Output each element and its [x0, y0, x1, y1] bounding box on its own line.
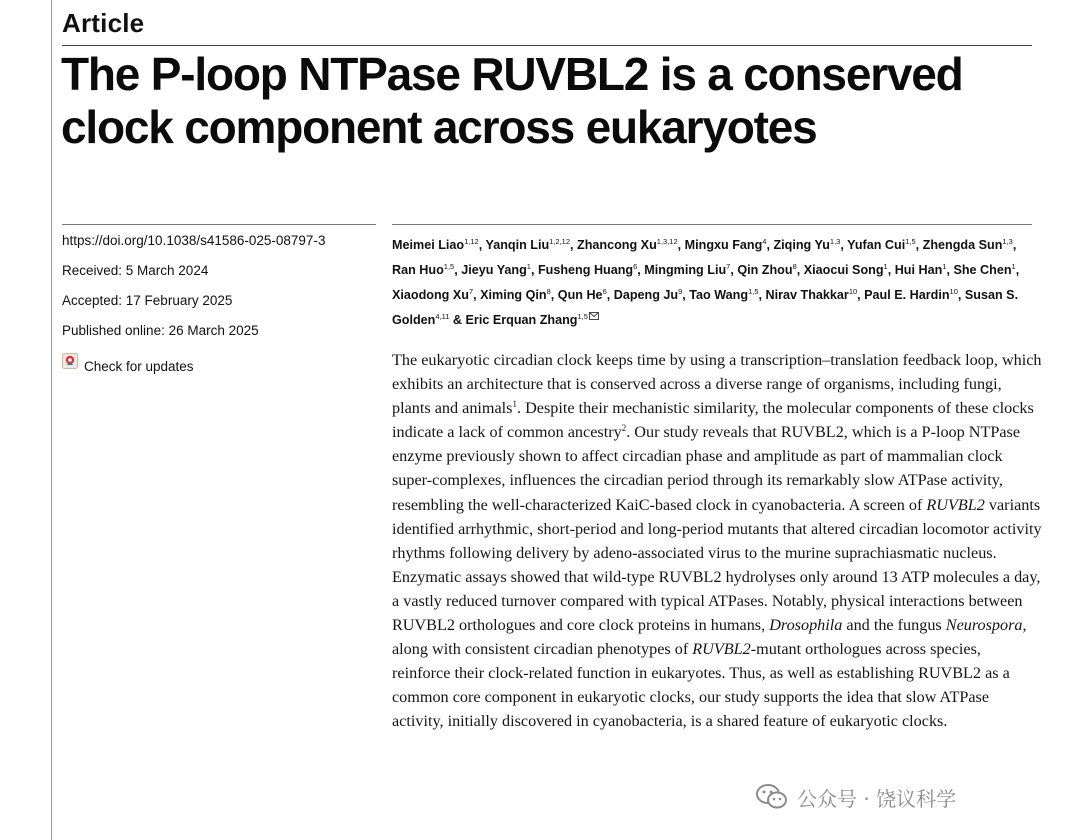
author-name[interactable]: Ximing Qin — [480, 288, 547, 302]
author-affiliation: 1,3 — [829, 237, 841, 246]
author-affiliation: 1 — [526, 262, 531, 271]
abstract — [392, 348, 1042, 734]
author-affiliation: 10 — [949, 287, 958, 296]
abstract-text: and the fungus — [842, 616, 946, 635]
author-name[interactable]: Dapeng Ju — [613, 288, 679, 302]
author-name[interactable]: Xiaodong Xu — [392, 288, 469, 302]
author-affiliation: 1,5 — [577, 312, 588, 321]
author-name[interactable]: Mingming Liu — [644, 263, 727, 277]
author-name[interactable]: Qun He — [557, 288, 603, 302]
article-title: The P-loop NTPase RUVBL2 is a conserved clock component across eukaryotes — [61, 48, 963, 153]
author-affiliation: 8 — [546, 287, 551, 296]
author-affiliation: 1 — [883, 262, 888, 271]
author-name[interactable]: Nirav Thakkar — [765, 288, 849, 302]
author-affiliation: 1,12 — [464, 237, 479, 246]
author-affiliation: 1,2,12 — [549, 237, 571, 246]
author-name[interactable]: Eric Erquan Zhang — [465, 313, 578, 327]
author-affiliation: 4 — [762, 237, 767, 246]
author-affiliation: 7 — [468, 287, 474, 296]
accepted-date: Accepted: 17 February 2025 — [62, 293, 233, 308]
abstract-text: . Our study reveals that RUVBL2, which is a P-loop NTPase enzyme previously shown to affect circadian phase and amplitude as part of mammalian clock super-complexes, influences the circadian period through its remarkably slow ATPase activity, resembling the well-characterized KaiC-based clock in cyanobacteria. A screen of — [392, 423, 1021, 514]
article-type-label: Article — [62, 8, 145, 38]
left-margin-rule — [51, 0, 52, 840]
author-name[interactable]: Zhancong Xu — [577, 238, 657, 252]
author-name[interactable]: Qin Zhou — [737, 263, 793, 277]
author-name[interactable]: Ziqing Yu — [773, 238, 830, 252]
abstract-text: variants identified arrhythmic, short-period and long-period mutants that altered circadian locomotor activity rhythms following delivery by adeno-associated virus to the murine suprachiasmatic nucleus. Enzymatic assays showed that wild-type RUVBL2 hydrolyses only around 13 ATP molecules a day, a vastly reduced turnover compared with typical ATPases. Notably, physical interactions between RUVBL2 orthologues and core clock proteins in humans, — [392, 495, 1042, 635]
abstract-text: , along with consistent circadian phenotypes of — [392, 616, 1027, 659]
author-affiliation: 6 — [633, 262, 638, 271]
author-name[interactable]: Tao Wang — [689, 288, 749, 302]
author-name[interactable]: Susan S. Golden — [392, 288, 1019, 327]
reference-marker[interactable]: 2 — [621, 423, 627, 434]
header-divider — [62, 45, 1032, 46]
author-affiliation: 10 — [848, 287, 858, 296]
author-name[interactable]: Fusheng Huang — [537, 263, 634, 277]
author-affiliation: 7 — [726, 262, 731, 271]
author-name[interactable]: Meimei Liao — [392, 238, 465, 252]
author-affiliation: 1 — [942, 262, 947, 271]
author-affiliation: 1,5 — [748, 287, 759, 296]
author-name[interactable]: Paul E. Hardin — [864, 288, 950, 302]
article-metadata — [62, 232, 382, 382]
author-list: Meimei Liao$^{1,12}$, Yanqin Liu$^{1,2,12}$, Zhancong Xu$^{1,3,12}$, Mingxu Fang$^4$, Ziqing Yu$^{1,3}$, Yufan Cui$^{1,5}$, Zhengda Sun$^{1,3}$, Ran Huo$^{1,5}$, Jieyu Yang$^1$, Fusheng Huang$^6$, Mingming Liu$^7$, Qin Zhou$^8$, Xiaocui Song$^1$, Hui Han$^1$, She Chen$^1$, Xiaodong Xu$^7$, Ximing Qin$^8$, Qun He$^6$, Dapeng Ju$^9$, Tao Wang$^{1,5}$, Nirav Thakkar$^{10}$, Paul E. Hardin$^{10}$, Susan S. Golden$^{4,11}$ & Eric Erquan Zhang$^{1,5}$ — [392, 237, 1020, 327]
author-affiliation: 6 — [602, 287, 607, 296]
author-name[interactable]: Zhengda Sun — [922, 238, 1003, 252]
author-name[interactable]: Jieyu Yang — [461, 263, 527, 277]
author-name[interactable]: Xiaocui Song — [803, 263, 884, 277]
check-updates-icon — [62, 353, 78, 369]
meta-divider — [62, 224, 376, 225]
published-date: Published online: 26 March 2025 — [62, 323, 259, 338]
wechat-icon — [755, 783, 789, 811]
author-name[interactable]: She Chen — [953, 263, 1012, 277]
author-affiliation: 1,5 — [443, 262, 455, 271]
author-affiliation: 4,11 — [435, 312, 450, 321]
author-affiliation: 8 — [792, 262, 797, 271]
author-name[interactable]: Hui Han — [894, 263, 943, 277]
check-updates-label: Check for updates — [84, 359, 194, 374]
author-name[interactable]: Mingxu Fang — [684, 238, 763, 252]
check-for-updates-button[interactable] — [62, 352, 382, 382]
abstract-text: The eukaryotic circadian clock keeps time by using a transcription–translation feedback loop, which exhibits an architecture that is conserved across a diverse range of organisms, including fungi, plants and animals — [392, 351, 1042, 418]
gene-name: RUVBL2 — [926, 495, 985, 514]
author-affiliation: 1,5 — [905, 237, 916, 246]
reference-marker[interactable]: 1 — [512, 399, 517, 410]
received-date: Received: 5 March 2024 — [62, 263, 209, 278]
author-affiliation: 1,3,12 — [656, 237, 678, 246]
author-affiliation: 9 — [678, 287, 683, 296]
doi-link[interactable]: https://doi.org/10.1038/s41586-025-08797-3 — [62, 233, 326, 248]
watermark — [755, 780, 1055, 814]
author-name[interactable]: Yanqin Liu — [485, 238, 550, 252]
author-affiliation: 1,3 — [1002, 237, 1013, 246]
author-name[interactable]: Yufan Cui — [847, 238, 906, 252]
abstract-text: -mutant orthologues across species, reinforce their clock-related function in eukaryotes. Thus, as well as establishing RUVBL2 as a common core component in eukaryotic clocks, our study supports the idea that slow ATPase activity, initially discovered in cyanobacteria, is a shared feature of eukaryotic clocks. — [392, 640, 1010, 731]
watermark-text: 公众号 · 饶议科学 — [797, 786, 957, 811]
email-icon[interactable] — [589, 312, 599, 320]
abstract-text: . Despite their mechanistic similarity, the molecular components of these clocks indicate a lack of common ancestry — [392, 399, 1034, 442]
organism-name: Drosophila — [769, 616, 843, 635]
organism-name: Neurospora — [945, 616, 1023, 635]
author-affiliation: 1 — [1011, 262, 1016, 271]
author-name[interactable]: Ran Huo — [392, 263, 444, 277]
authors-divider — [392, 224, 1032, 225]
gene-name: RUVBL2 — [692, 640, 751, 659]
